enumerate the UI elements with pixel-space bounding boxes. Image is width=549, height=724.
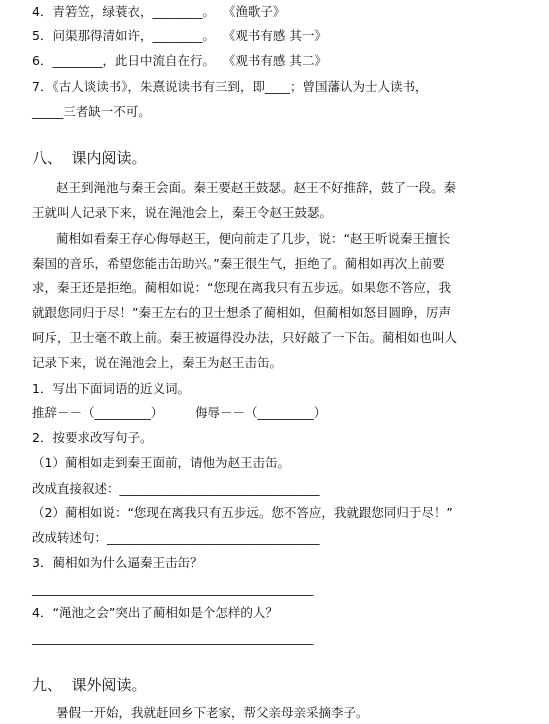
fill-item-6: 6．________，此日中流自在行。 《观书有感 其二》 — [32, 53, 327, 68]
fill-item-4: 4．青箬笠，绿蓑衣，________。 《渔歌子》 — [32, 4, 286, 19]
fill-item-7-cont: _____三者缺一不可。 — [32, 104, 151, 119]
synonym-answer-line: 推辞－－（_________） 侮辱－－（_________） — [32, 405, 327, 420]
section-8-heading: 八、 课内阅读。 — [32, 149, 147, 167]
direct-speech-answer-line: 改成直接叙述：________________________________ — [32, 481, 320, 496]
question-3: 3．蔺相如为什么逼秦王击缶？ — [32, 555, 203, 570]
question-3-answer-line: _____________________________________________ — [32, 581, 314, 596]
section-9-passage-line: 暑假一开始，我就赶回乡下老家，帮父亲母亲采摘李子。 — [56, 705, 369, 720]
passage-line: 求，秦王还是拒绝。蔺相如说：“您现在离我只有五步远。如果您不答应，我 — [32, 280, 451, 295]
section-9-heading: 九、 课外阅读。 — [32, 676, 147, 694]
passage-line: 蔺相如看秦王存心侮辱赵王，便向前走了几步，说：“赵王听说秦王擅长 — [56, 231, 450, 246]
question-2: 2．按要求改写句子。 — [32, 430, 153, 445]
passage-line: 呵斥，卫士毫不敢上前。秦王被逼得没办法，只好敲了一下缶。蔺相如也叫人 — [32, 330, 458, 345]
passage-line: 王就叫人记录下来，说在渑池会上，秦王令赵王鼓瑟。 — [32, 205, 333, 220]
passage-line: 就跟您同归于尽！”秦王左右的卫士想杀了蔺相如，但蔺相如怒目圆睁，厉声 — [32, 305, 451, 320]
question-1: 1．写出下面词语的近义词。 — [32, 381, 190, 396]
question-2-1: （1）蔺相如走到秦王面前，请他为赵王击缶。 — [32, 455, 290, 470]
fill-item-7: 7．《古人谈读书》，朱熹说读书有三到，即____；曾国藩认为士人读书， — [32, 79, 428, 94]
question-4: 4．“渑池之会”突出了蔺相如是个怎样的人？ — [32, 605, 278, 620]
question-2-2: （2）蔺相如说：“您现在离我只有五步远。您不答应，我就跟您同归于尽！” — [32, 505, 453, 520]
passage-line: 记录下来，说在渑池会上，秦王为赵王击缶。 — [32, 355, 283, 370]
passage-line: 秦国的音乐，希望您能击缶助兴。”秦王很生气，拒绝了。蔺相如再次上前要 — [32, 256, 445, 271]
indirect-speech-answer-line: 改成转述句：__________________________________ — [32, 530, 320, 545]
question-4-answer-line: _____________________________________________ — [32, 630, 314, 645]
fill-item-5: 5．问渠那得清如许，________。 《观书有感 其一》 — [32, 28, 327, 43]
passage-line: 赵王到渑池与秦王会面。秦王要赵王鼓瑟。赵王不好推辞，鼓了一段。秦 — [56, 180, 457, 195]
